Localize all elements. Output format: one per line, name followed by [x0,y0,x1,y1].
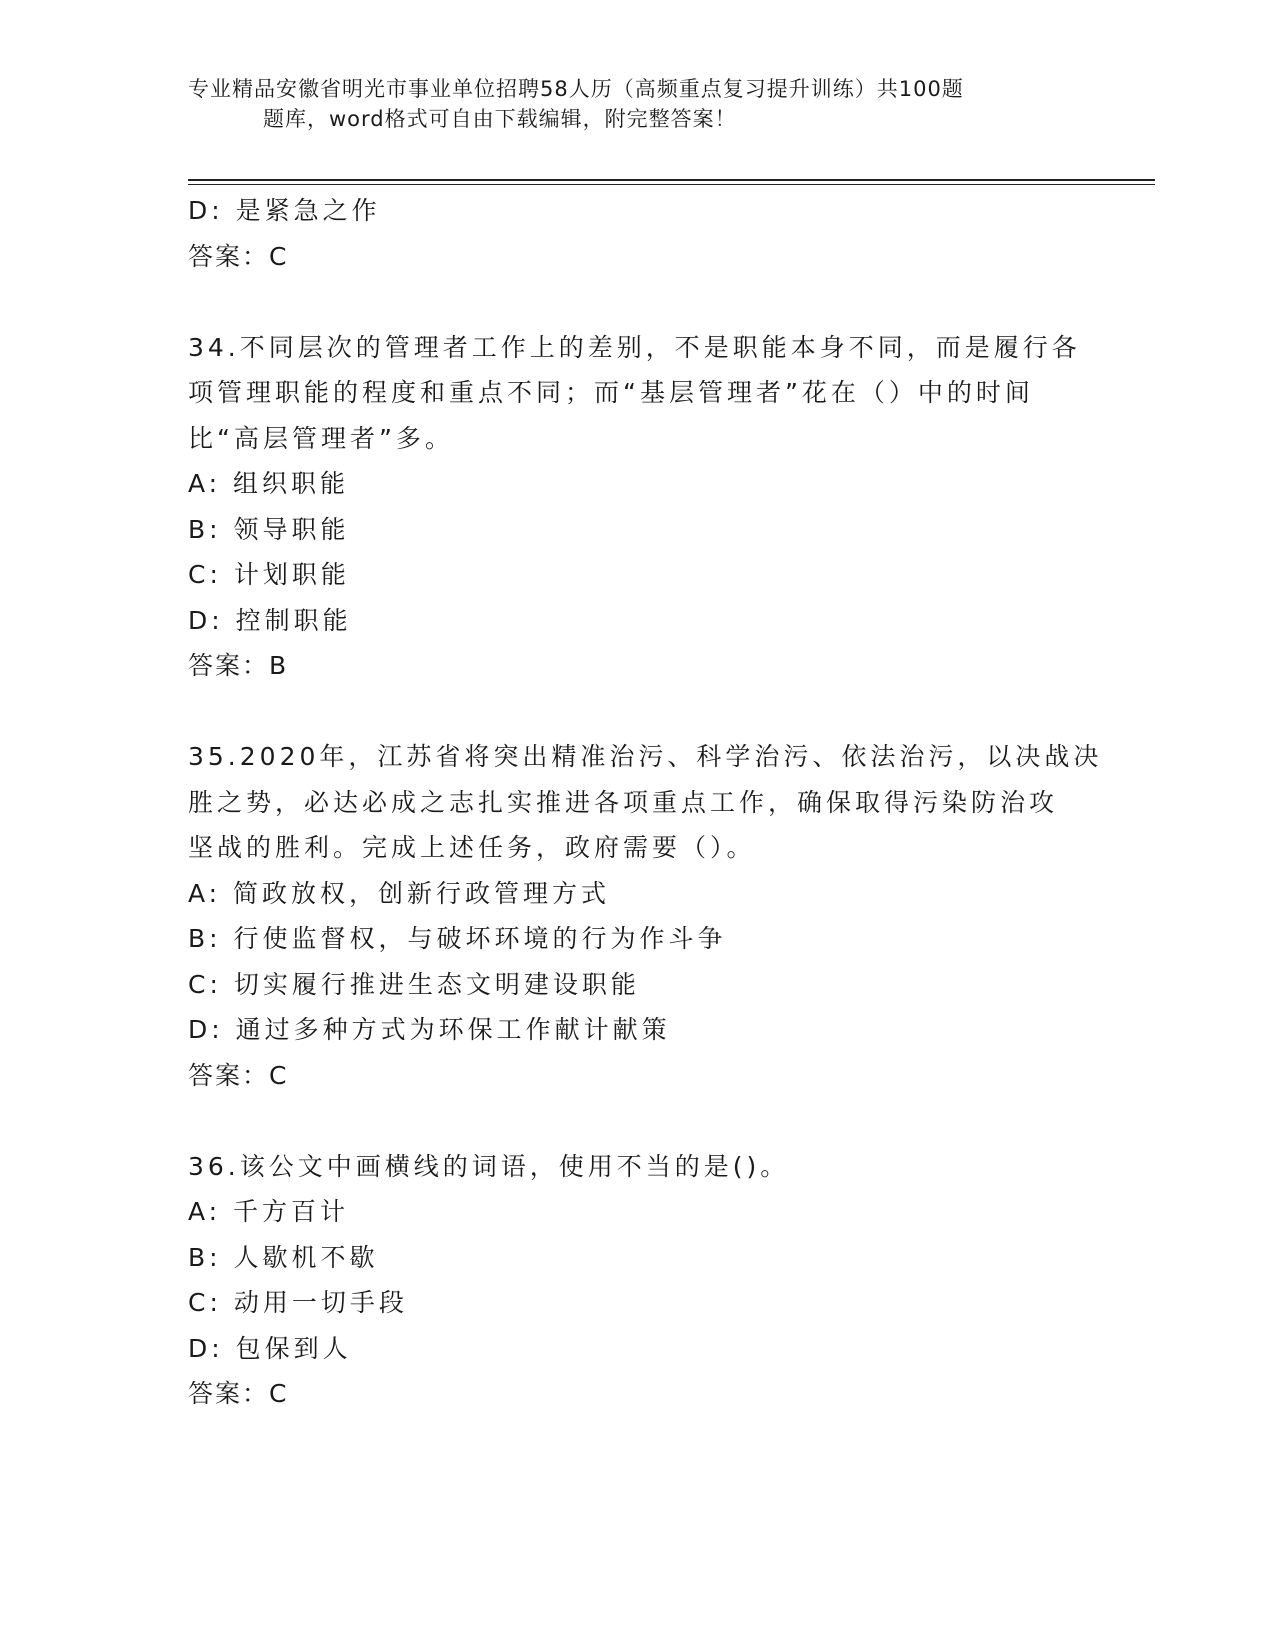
header-title-line2: 题库，word格式可自由下载编辑，附完整答案！ [263,107,737,131]
option-a: A: 简政放权，创新行政管理方式 [188,878,611,908]
question-stem-line: 项管理职能的程度和重点不同；而“基层管理者”花在（）中的时间 [188,378,1034,407]
option-b: B: 行使监督权，与破坏环境的行为作斗争 [188,924,727,953]
question-35 [188,734,1103,1098]
option-b: B: 领导职能 [188,514,350,544]
option-d: D: 通过多种方式为环保工作献计献策 [188,1015,671,1044]
question-content [188,188,1103,1417]
answer-line: 答案：B [188,651,289,680]
question-stem-line: 35.2020年，江苏省将突出精准治污、科学治污、依法治污，以决战决 [188,742,1103,771]
option-c: C: 计划职能 [188,560,350,589]
answer-line: 答案：C [188,241,289,271]
spacer [188,279,1088,325]
header-title-line1: 专业精品安徽省明光市事业单位招聘58人历（高频重点复习提升训练）共100题 [188,77,964,101]
header-divider-thin [188,184,1155,185]
option-a: A: 千方百计 [188,1197,350,1226]
question-stem-line: 胜之势，必达必成之志扎实推进各项重点工作，确保取得污染防治攻 [188,787,1059,817]
option-a: A: 组织职能 [188,469,350,498]
question-36 [188,1144,1088,1417]
option-c: C: 切实履行推进生态文明建设职能 [188,969,640,999]
option-d: D: 控制职能 [188,605,352,635]
question-stem-line: 比“高层管理者”多。 [188,423,454,453]
question-34 [188,325,1088,689]
answer-line: 答案：C [188,1379,289,1408]
question-33-tail [188,188,1088,279]
spacer [188,689,1088,735]
question-stem-line: 36.该公文中画横线的词语，使用不当的是()。 [188,1151,790,1181]
answer-line: 答案：C [188,1060,289,1090]
question-stem-line: 坚战的胜利。完成上述任务，政府需要（）。 [188,833,756,862]
question-stem-line: 34.不同层次的管理者工作上的差别，不是职能本身不同，而是履行各 [188,332,1081,362]
option-d: D: 包保到人 [188,1333,352,1363]
header-divider-thick [188,179,1155,181]
spacer [188,1098,1088,1144]
option-b: B: 人歇机不歇 [188,1242,379,1272]
option-d: D: 是紧急之作 [188,196,381,225]
document-header [188,74,1088,134]
option-c: C: 动用一切手段 [188,1288,408,1317]
